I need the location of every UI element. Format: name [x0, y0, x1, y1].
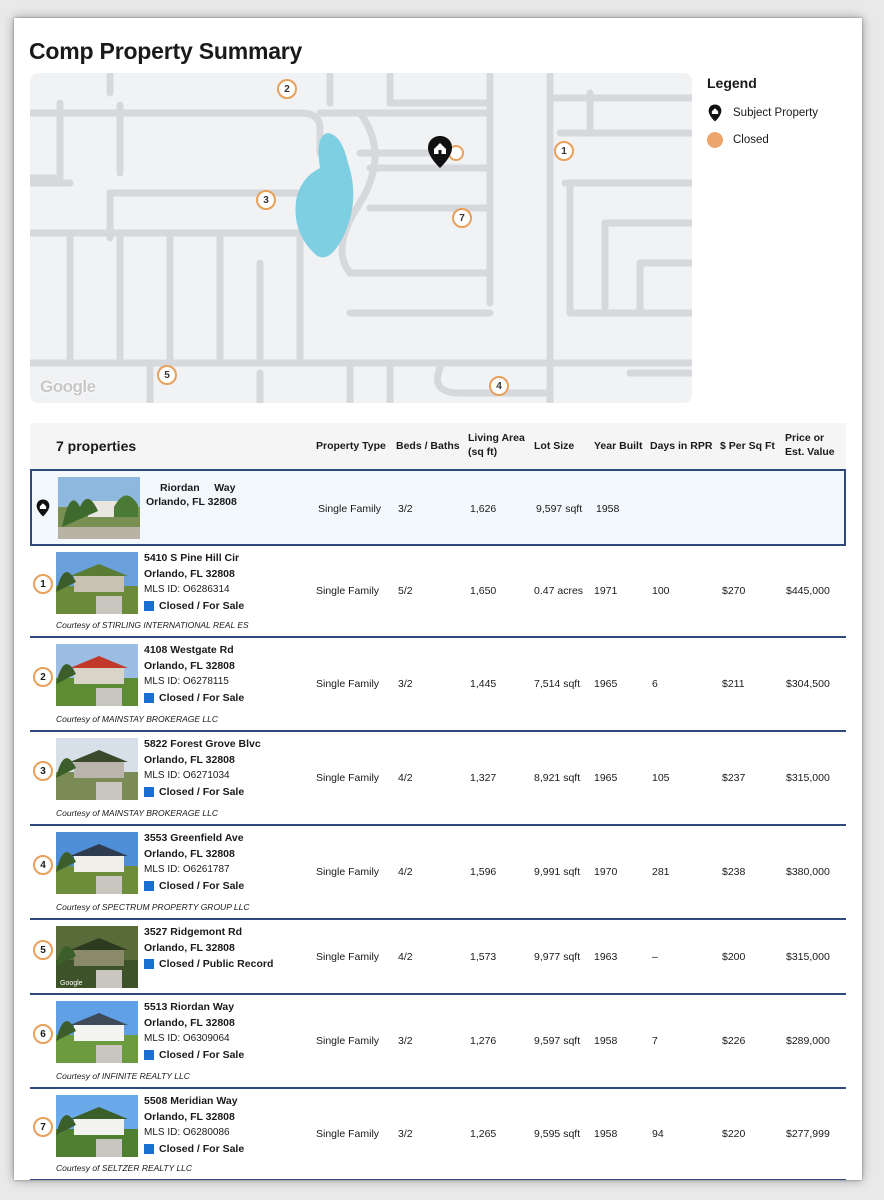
closed-dot-icon [707, 132, 723, 148]
comp-address: 5508 Meridian Way Orlando, FL 32808 MLS ID: O6280086 Closed / For Sale [144, 1095, 245, 1155]
map-legend [707, 75, 818, 159]
comp-photo[interactable] [56, 832, 138, 894]
cell-beds: 3/2 [398, 503, 413, 515]
header-price: Price or Est. Value [785, 432, 835, 458]
subject-pin-icon [36, 499, 50, 517]
report-page [14, 18, 862, 1180]
comp-address: 3527 Ridgemont Rd Orlando, FL 32808 Closed / Public Record [144, 926, 274, 970]
header-price-per-sqft: $ Per Sq Ft [720, 440, 775, 452]
cell-year: 1958 [594, 1128, 618, 1140]
listing-courtesy: Courtesy of SELTZER REALTY LLC [56, 1163, 193, 1173]
cell-year: 1958 [596, 503, 620, 515]
subject-row[interactable] [30, 469, 846, 546]
status-badge: Closed / Public Record [144, 956, 273, 972]
cell-price-per-sqft: $270 [722, 585, 746, 597]
cell-price-per-sqft: $237 [722, 772, 746, 784]
cell-type: Single Family [316, 1035, 380, 1047]
cell-type: Single Family [318, 503, 382, 515]
comp-address: 5822 Forest Grove Blvc Orlando, FL 32808 MLS ID: O6271034 Closed / For Sale [144, 738, 261, 798]
table-row[interactable] [30, 920, 846, 995]
legend-label: Subject Property [733, 107, 819, 119]
subject-address: Riordan Way Orlando, FL 32808 [146, 482, 237, 508]
mls-id: MLS ID: O6278115 [144, 676, 229, 687]
status-badge: Closed / For Sale [144, 690, 244, 706]
comp-address: 4108 Westgate Rd Orlando, FL 32808 MLS ID: O6278115 Closed / For Sale [144, 644, 245, 704]
comp-number-badge: 2 [33, 667, 53, 687]
header-beds-baths: Beds / Baths [396, 440, 460, 452]
cell-price-per-sqft: $238 [722, 866, 746, 878]
map-marker-1[interactable]: 1 [554, 141, 574, 161]
mls-id: MLS ID: O6280086 [144, 1127, 230, 1138]
comp-number-badge: 5 [33, 940, 53, 960]
cell-beds: 3/2 [398, 1035, 413, 1047]
comp-rows [30, 546, 846, 1180]
cell-price: $445,000 [786, 585, 830, 597]
cell-price: $315,000 [786, 951, 830, 963]
table-row[interactable] [30, 995, 846, 1089]
cell-living: 1,445 [470, 678, 497, 690]
header-days-in-rpr: Days in RPR [650, 440, 713, 452]
cell-beds: 5/2 [398, 585, 413, 597]
cell-type: Single Family [316, 951, 380, 963]
cell-lot: 9,595 sqft [534, 1128, 581, 1140]
status-square-icon [144, 601, 154, 611]
status-badge: Closed / For Sale [144, 1047, 244, 1063]
cell-days: 100 [652, 585, 670, 597]
google-logo: Google [40, 377, 96, 396]
cell-year: 1963 [594, 951, 618, 963]
cell-price: $315,000 [786, 772, 830, 784]
comp-map[interactable] [30, 73, 692, 403]
listing-courtesy: Courtesy of MAINSTAY BROKERAGE LLC [56, 714, 219, 724]
legend-item-subject [707, 105, 818, 121]
map-marker-4[interactable]: 4 [489, 376, 509, 396]
table-row[interactable] [30, 732, 846, 826]
status-square-icon [144, 881, 154, 891]
status-square-icon [144, 1050, 154, 1060]
header-year-built: Year Built [594, 440, 643, 452]
cell-days: – [652, 951, 658, 963]
table-row[interactable] [30, 826, 846, 920]
cell-type: Single Family [316, 585, 380, 597]
cell-year: 1971 [594, 585, 618, 597]
cell-living: 1,596 [470, 866, 497, 878]
cell-year: 1965 [594, 772, 618, 784]
subject-pin-icon [708, 104, 722, 122]
mls-id: MLS ID: O6271034 [144, 770, 230, 781]
cell-days: 105 [652, 772, 670, 784]
table-header [30, 423, 846, 469]
map-marker-7[interactable]: 7 [452, 208, 472, 228]
comp-number-badge: 1 [33, 574, 53, 594]
cell-living: 1,626 [470, 503, 497, 515]
comp-photo[interactable] [56, 644, 138, 706]
cell-price-per-sqft: $226 [722, 1035, 746, 1047]
comp-address: 5513 Riordan Way Orlando, FL 32808 MLS ID: O6309064 Closed / For Sale [144, 1001, 245, 1061]
mls-id: MLS ID: O6309064 [144, 1033, 230, 1044]
comp-address: 5410 S Pine Hill Cir Orlando, FL 32808 MLS ID: O6286314 Closed / For Sale [144, 552, 245, 612]
cell-lot: 8,921 sqft [534, 772, 581, 784]
cell-living: 1,573 [470, 951, 497, 963]
comp-number-badge: 6 [33, 1024, 53, 1044]
comp-number-badge: 3 [33, 761, 53, 781]
cell-price: $289,000 [786, 1035, 830, 1047]
header-lot-size: Lot Size [534, 440, 575, 452]
cell-year: 1970 [594, 866, 618, 878]
status-square-icon [144, 1144, 154, 1154]
map-marker-2[interactable]: 2 [277, 79, 297, 99]
cell-days: 6 [652, 678, 658, 690]
cell-days: 281 [652, 866, 670, 878]
cell-lot: 7,514 sqft [534, 678, 581, 690]
cell-beds: 4/2 [398, 951, 413, 963]
cell-year: 1965 [594, 678, 618, 690]
status-badge: Closed / For Sale [144, 878, 244, 894]
comp-photo[interactable] [56, 926, 138, 988]
photo-brand: Google [60, 980, 83, 987]
comp-photo[interactable] [56, 1095, 138, 1157]
listing-courtesy: Courtesy of STIRLING INTERNATIONAL REAL ES [56, 620, 249, 630]
cell-beds: 4/2 [398, 772, 413, 784]
cell-type: Single Family [316, 866, 380, 878]
cell-price-per-sqft: $200 [722, 951, 746, 963]
comp-number-badge: 4 [33, 855, 53, 875]
cell-price-per-sqft: $220 [722, 1128, 746, 1140]
legend-title: Legend [707, 75, 757, 91]
map-roads [30, 73, 692, 403]
comp-number-badge: 7 [33, 1117, 53, 1137]
mls-id: MLS ID: O6286314 [144, 584, 230, 595]
legend-item-closed [707, 132, 818, 148]
status-badge: Closed / For Sale [144, 598, 244, 614]
cell-price-per-sqft: $211 [722, 678, 745, 690]
cell-beds: 3/2 [398, 678, 413, 690]
cell-beds: 4/2 [398, 866, 413, 878]
comp-address: 3553 Greenfield Ave Orlando, FL 32808 MLS ID: O6261787 Closed / For Sale [144, 832, 245, 892]
header-property-type: Property Type [316, 440, 386, 452]
listing-courtesy: Courtesy of INFINITE REALTY LLC [56, 1071, 190, 1081]
cell-price: $380,000 [786, 866, 830, 878]
cell-price: $304,500 [786, 678, 830, 690]
page-title: Comp Property Summary [29, 38, 303, 64]
map-marker-3[interactable]: 3 [256, 190, 276, 210]
cell-living: 1,327 [470, 772, 497, 784]
listing-courtesy: Courtesy of MAINSTAY BROKERAGE LLC [56, 808, 219, 818]
status-badge: Closed / For Sale [144, 784, 261, 800]
cell-lot: 9,597 sqft [534, 1035, 581, 1047]
cell-type: Single Family [316, 1128, 380, 1140]
legend-label: Closed [733, 134, 769, 146]
cell-lot: 9,991 sqft [534, 866, 581, 878]
cell-days: 7 [652, 1035, 658, 1047]
cell-living: 1,265 [470, 1128, 497, 1140]
status-badge: Closed / For Sale [144, 1141, 244, 1157]
subject-photo[interactable] [58, 477, 140, 539]
cell-type: Single Family [316, 678, 380, 690]
status-square-icon [144, 693, 154, 703]
comp-table [30, 423, 846, 1180]
table-row[interactable] [30, 638, 846, 732]
header-living-area: Living Area (sq ft) [468, 432, 525, 458]
cell-year: 1958 [594, 1035, 618, 1047]
cell-type: Single Family [316, 772, 380, 784]
cell-lot: 9,977 sqft [534, 951, 581, 963]
status-square-icon [144, 787, 154, 797]
comp-photo[interactable] [56, 1001, 138, 1063]
subject-property-pin-icon[interactable] [427, 135, 453, 169]
comp-photo[interactable] [56, 738, 138, 800]
status-square-icon [144, 959, 154, 969]
cell-days: 94 [652, 1128, 664, 1140]
cell-living: 1,650 [470, 585, 497, 597]
cell-lot: 9,597 sqft [536, 503, 583, 515]
table-row[interactable] [30, 546, 846, 638]
map-marker-5[interactable]: 5 [157, 365, 177, 385]
cell-price: $277,999 [786, 1128, 830, 1140]
property-count: 7 properties [56, 438, 137, 454]
cell-beds: 3/2 [398, 1128, 413, 1140]
mls-id: MLS ID: O6261787 [144, 864, 230, 875]
listing-courtesy: Courtesy of SPECTRUM PROPERTY GROUP LLC [56, 902, 250, 912]
cell-living: 1,276 [470, 1035, 497, 1047]
table-row[interactable] [30, 1089, 846, 1180]
cell-lot: 0.47 acres [534, 585, 584, 597]
comp-photo[interactable] [56, 552, 138, 614]
